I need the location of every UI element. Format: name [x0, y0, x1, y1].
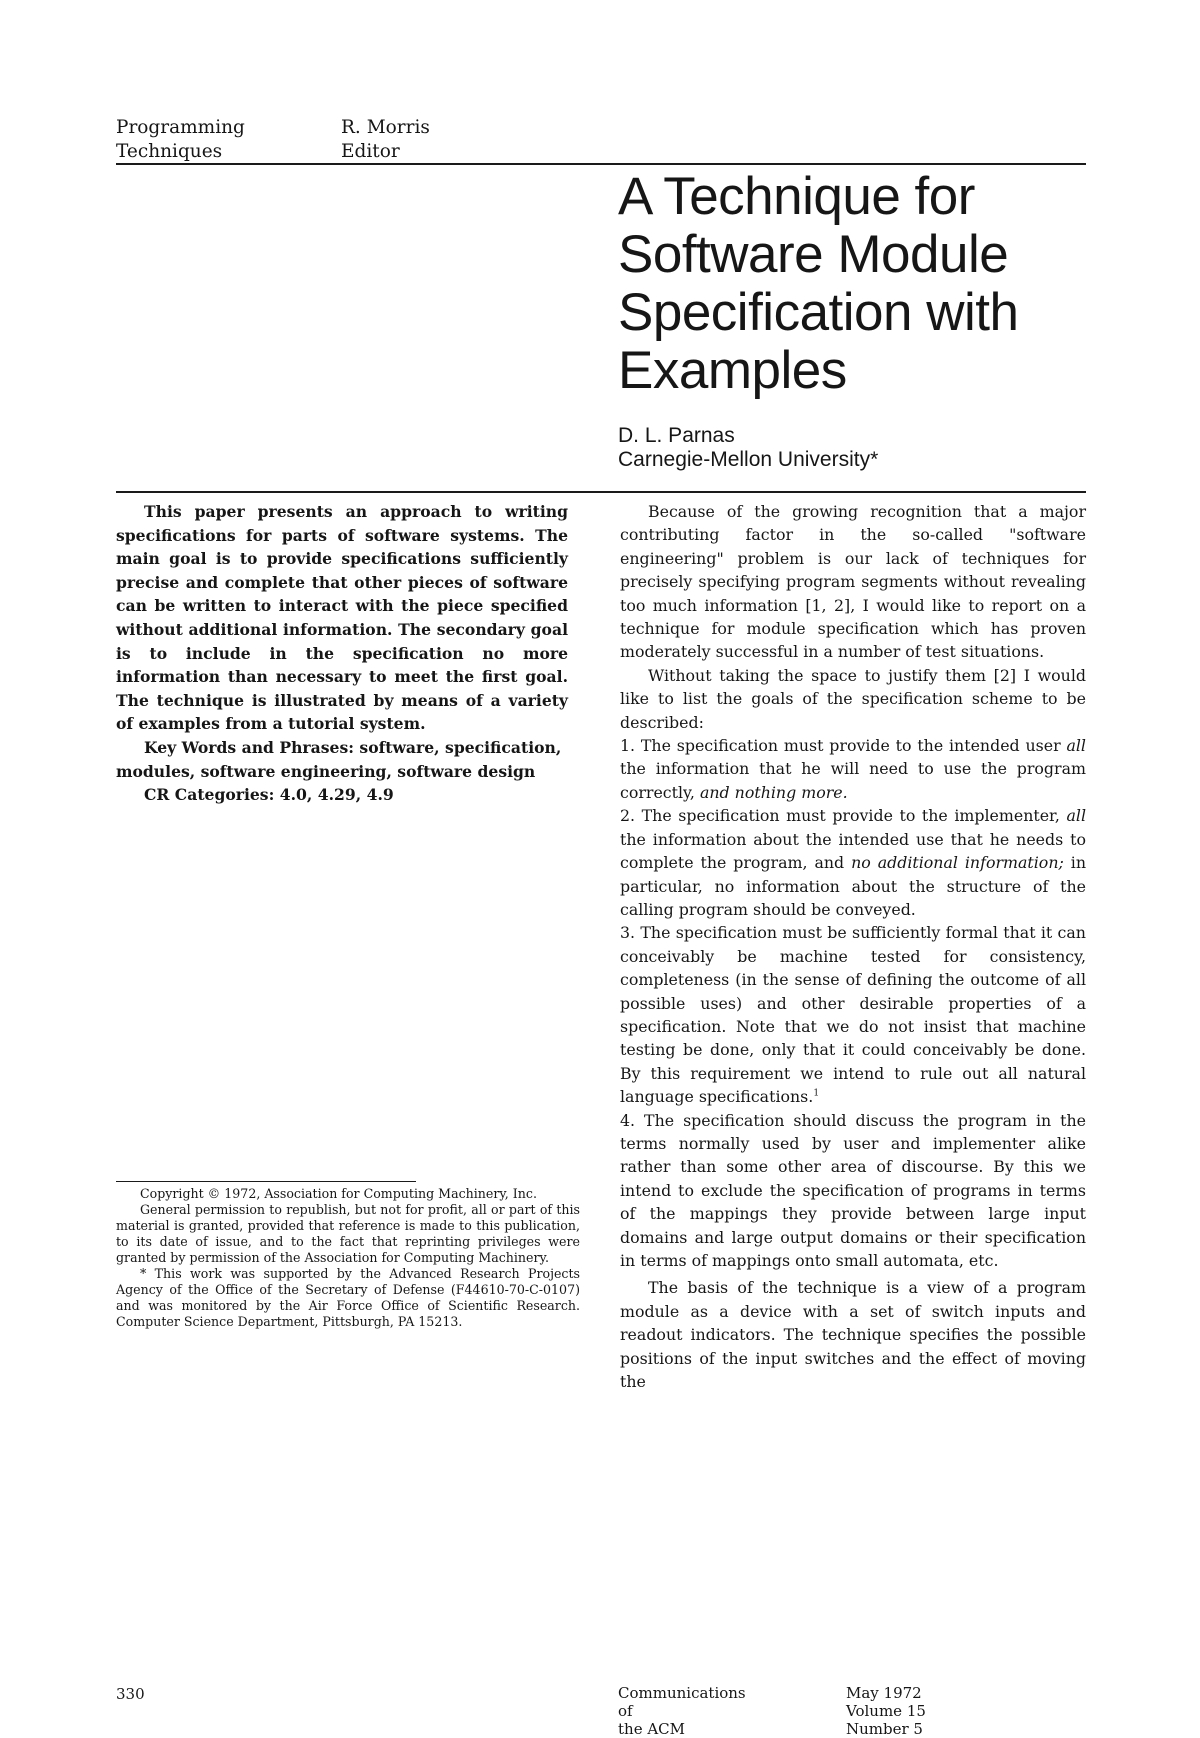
author-affiliation: Carnegie-Mellon University*	[618, 448, 879, 471]
author-block	[618, 424, 878, 472]
cr-categories	[116, 783, 568, 807]
support-footnote: * This work was supported by the Advanced Research Projects Agency of the Office of the Secretary of Defense (F44610-70-C-0107) and was monitored by the Air Force Office of Scientific Research. Computer Science Department, Pittsburgh, PA 15213.	[116, 1266, 580, 1329]
keywords-text: software, specification, modules, software engineering, software design	[116, 737, 562, 781]
author-name: D. L. Parnas	[618, 424, 735, 447]
goal-text: The specification should discuss the program in the terms normally used by user and implementer alike rather than some other area of discourse. By this we intend to exclude the specification of programs in terms of the mappings they provide between large input domains and large output domains or their specification in terms of mappings onto small automata, etc.	[620, 1110, 1086, 1270]
permission-notice: General permission to republish, but not for profit, all or part of this material is granted, provided that reference is made to this publication, to its date of issue, and to the fact that reprinting privileges were granted by permission of the Association for Computing Machinery.	[116, 1202, 580, 1265]
journal-name	[618, 1684, 746, 1738]
footnotes	[116, 1186, 580, 1330]
editor-role: Editor	[341, 141, 400, 162]
goal-emphasis: no additional information;	[851, 853, 1064, 873]
goal-item-4	[620, 1109, 1086, 1273]
goal-emphasis: all	[1066, 736, 1086, 756]
left-column	[116, 500, 568, 807]
footnote-rule	[116, 1181, 416, 1182]
abstract: This paper presents an approach to writing specifications for parts of software systems. The main goal is to provide specifications sufficiently precise and complete that other pieces of software can be written to interact with the piece specified without additional information. The secondary goal is to include in the specification no more information than necessary to meet the first goal. The technique is illustrated by means of a variety of examples from a tutorial system.	[116, 502, 568, 734]
page-number: 330	[116, 1685, 145, 1703]
cr-categories-text: 4.0, 4.29, 4.9	[279, 785, 394, 805]
issue-info	[846, 1684, 926, 1738]
goal-item-3	[620, 921, 1086, 1108]
goal-item-2	[620, 804, 1086, 921]
issue-volume: Volume 15	[846, 1702, 926, 1720]
section-label	[116, 116, 245, 164]
paper-title	[618, 168, 1098, 400]
title-line: A Technique for	[618, 167, 975, 226]
body-paragraph: Because of the growing recognition that a major contributing factor in the so-called "software engineering" problem is our lack of techniques for precisely specifying program segments without revealing too much information [1, 2], I would like to report on a technique for module specification which has proven moderately successful in a number of test situations.	[620, 502, 1086, 662]
goal-text: the information about the intended use that he needs to complete the program, and	[620, 829, 1086, 873]
journal-line: of	[618, 1702, 633, 1720]
issue-number: Number 5	[846, 1720, 923, 1738]
goal-text: The specification must provide to the implementer,	[641, 806, 1060, 826]
cr-categories-label: CR Categories:	[144, 785, 275, 805]
goal-number: 2.	[620, 806, 636, 826]
journal-line: Communications	[618, 1684, 746, 1702]
section-line-1: Programming	[116, 117, 245, 138]
goal-text: The specification must be sufficiently formal that it can conceivably be machine tested for consistency, completeness (in the sense of defining the outcome of all possible uses) and other desirable properties of a specification. Note that we do not insist that machine testing be done, only that it could conceivably be done. By this requirement we intend to rule out all natural language specifications.	[620, 923, 1086, 1107]
title-line: Specification with	[618, 283, 1019, 342]
goal-emphasis: all	[1066, 806, 1086, 826]
title-line: Software Module	[618, 225, 1009, 284]
title-line: Examples	[618, 341, 847, 400]
right-column	[620, 500, 1086, 1393]
goal-text: the information that he will need to use the program correctly,	[620, 759, 1086, 802]
goal-number: 3.	[620, 923, 636, 943]
journal-line: the ACM	[618, 1720, 686, 1738]
goal-text: in particular, no information about the structure of the calling program should be conveyed.	[620, 853, 1086, 919]
issue-date: May 1972	[846, 1684, 922, 1702]
editor-name: R. Morris	[341, 117, 430, 138]
body-paragraph: The basis of the technique is a view of a program module as a device with a set of switch inputs and readout indicators. The technique specifies the possible positions of the input switches and the effect of moving the	[620, 1278, 1086, 1392]
body-paragraph: Without taking the space to justify them [2] I would like to list the goals of the specification scheme to be described:	[620, 665, 1086, 732]
keywords-label: Key Words and Phrases:	[144, 737, 354, 757]
editor-label	[341, 116, 430, 164]
copyright-notice: Copyright © 1972, Association for Computing Machinery, Inc.	[140, 1186, 537, 1201]
body-rule	[116, 491, 1086, 493]
goal-item-1	[620, 734, 1086, 804]
goal-text: The specification must provide to the intended user	[640, 736, 1061, 756]
keywords	[116, 736, 568, 783]
section-line-2: Techniques	[116, 141, 223, 162]
goal-emphasis: and nothing more.	[699, 782, 848, 802]
goal-number: 1.	[620, 736, 636, 756]
footnote-marker: 1	[813, 1088, 820, 1099]
goal-number: 4.	[620, 1110, 636, 1130]
header-rule	[116, 163, 1086, 165]
